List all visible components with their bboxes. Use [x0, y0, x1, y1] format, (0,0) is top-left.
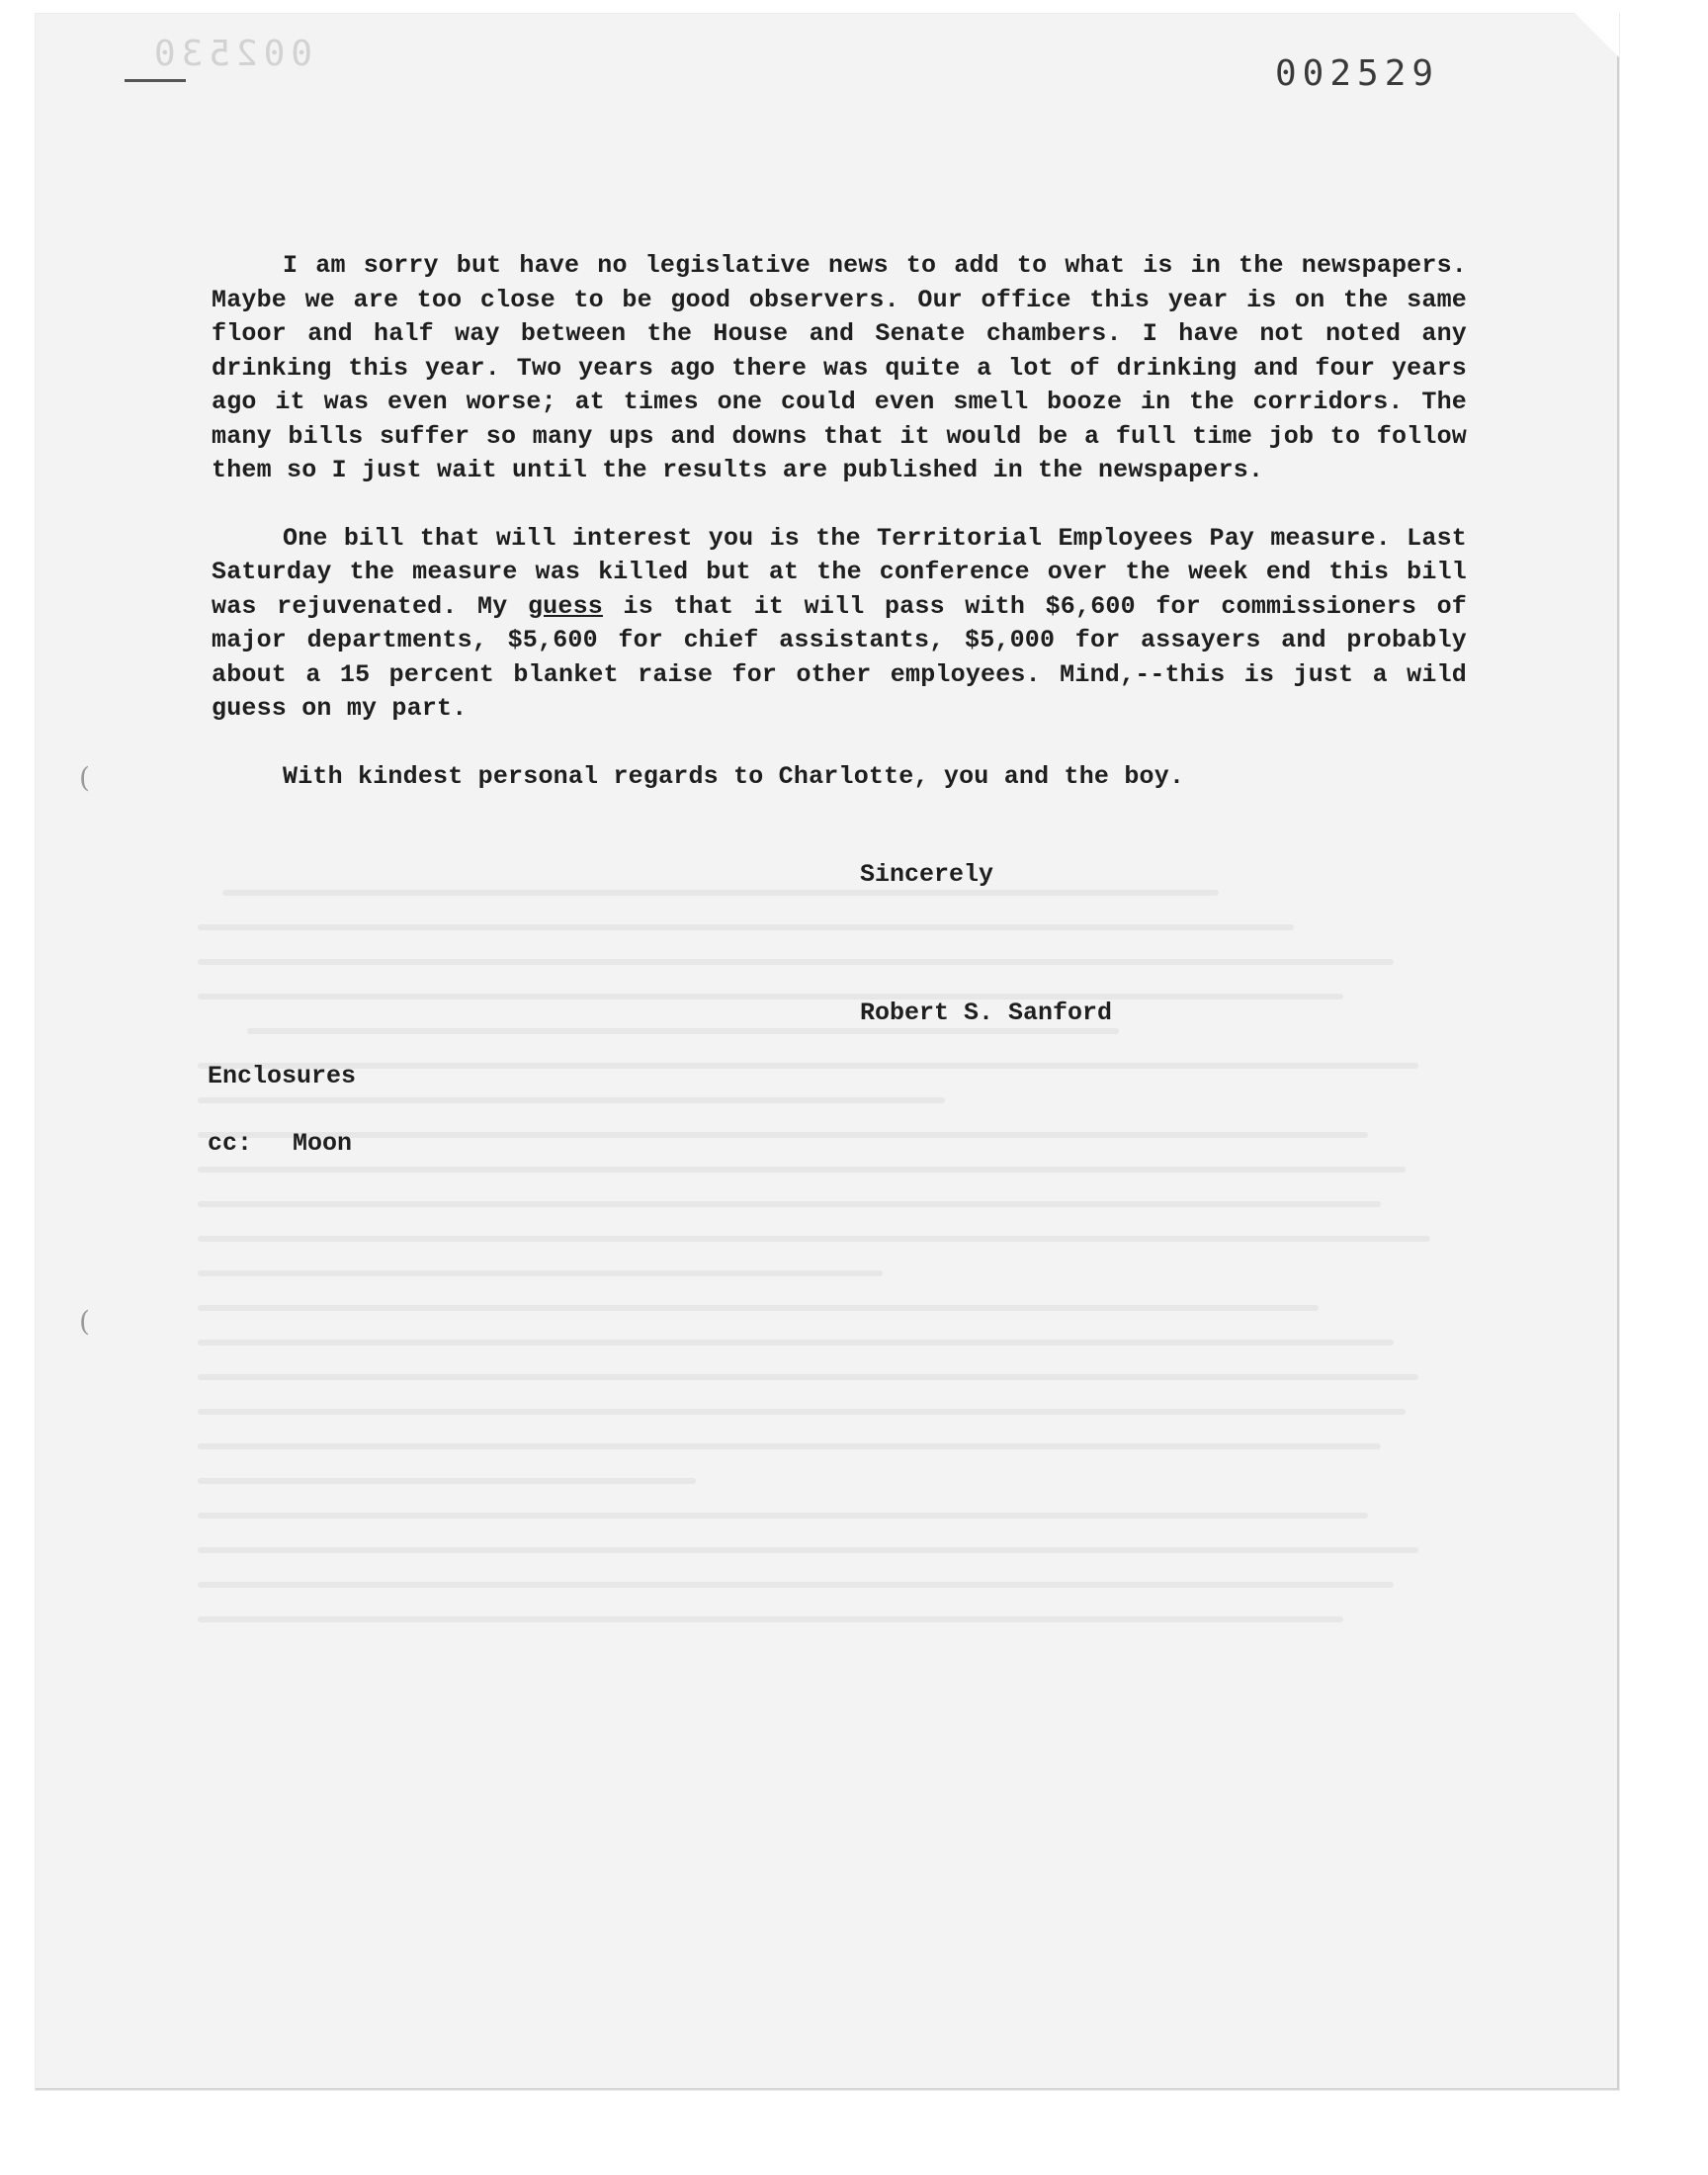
paragraph-3: With kindest personal regards to Charlotte, you and the boy.: [283, 761, 1185, 791]
underlined-word: guess: [527, 591, 603, 621]
cc-label: cc:: [208, 1129, 253, 1158]
letter-body: [212, 249, 1467, 827]
cc-recipient: Moon: [293, 1129, 353, 1158]
paragraph-2-end: is that it will pass with $6,600 for commissioners of major departments, $5,600 for chief assistants, $5,000 for assayers and probably about a 15 percent blanket raise for other employees. Mind,--this is just a wild guess on my part.: [212, 591, 1467, 723]
enclosures-label: Enclosures: [208, 1062, 357, 1090]
paragraph-1: I am sorry but have no legislative news to add to what is in the newspapers. Maybe we are too close to be good observers. Our office this year is on the same floor and half way between the House and Senate chambers. I have not noted any drinking this year. Two years ago there was quite a lot of drinking and four years ago it was even worse; at times one could even smell booze in the corridors. The many bills suffer so many ups and downs that it would be a full time job to follow them so I just wait until the results are published in the newspapers.: [212, 251, 1467, 484]
paragraph-2-start: One bill that will interest you is the Territorial Employees Pay measure. Last Saturday the measure was killed but at the conference over the week end this bill was rejuvenated. My: [212, 523, 1467, 621]
bleed-through-text: [198, 890, 1443, 1839]
corner-pen-mark: [125, 79, 186, 82]
closing-salutation: Sincerely: [860, 860, 994, 889]
paragraph-2: [212, 522, 1467, 727]
signer-name: Robert S. Sanford: [860, 999, 1113, 1027]
ghost-document-number: 002530: [148, 34, 313, 74]
margin-mark: (: [79, 1305, 90, 1338]
document-number: 002529: [1275, 53, 1440, 94]
margin-mark: (: [79, 761, 90, 794]
cc-line: [208, 1129, 352, 1158]
page-corner-fold: [1574, 12, 1619, 57]
